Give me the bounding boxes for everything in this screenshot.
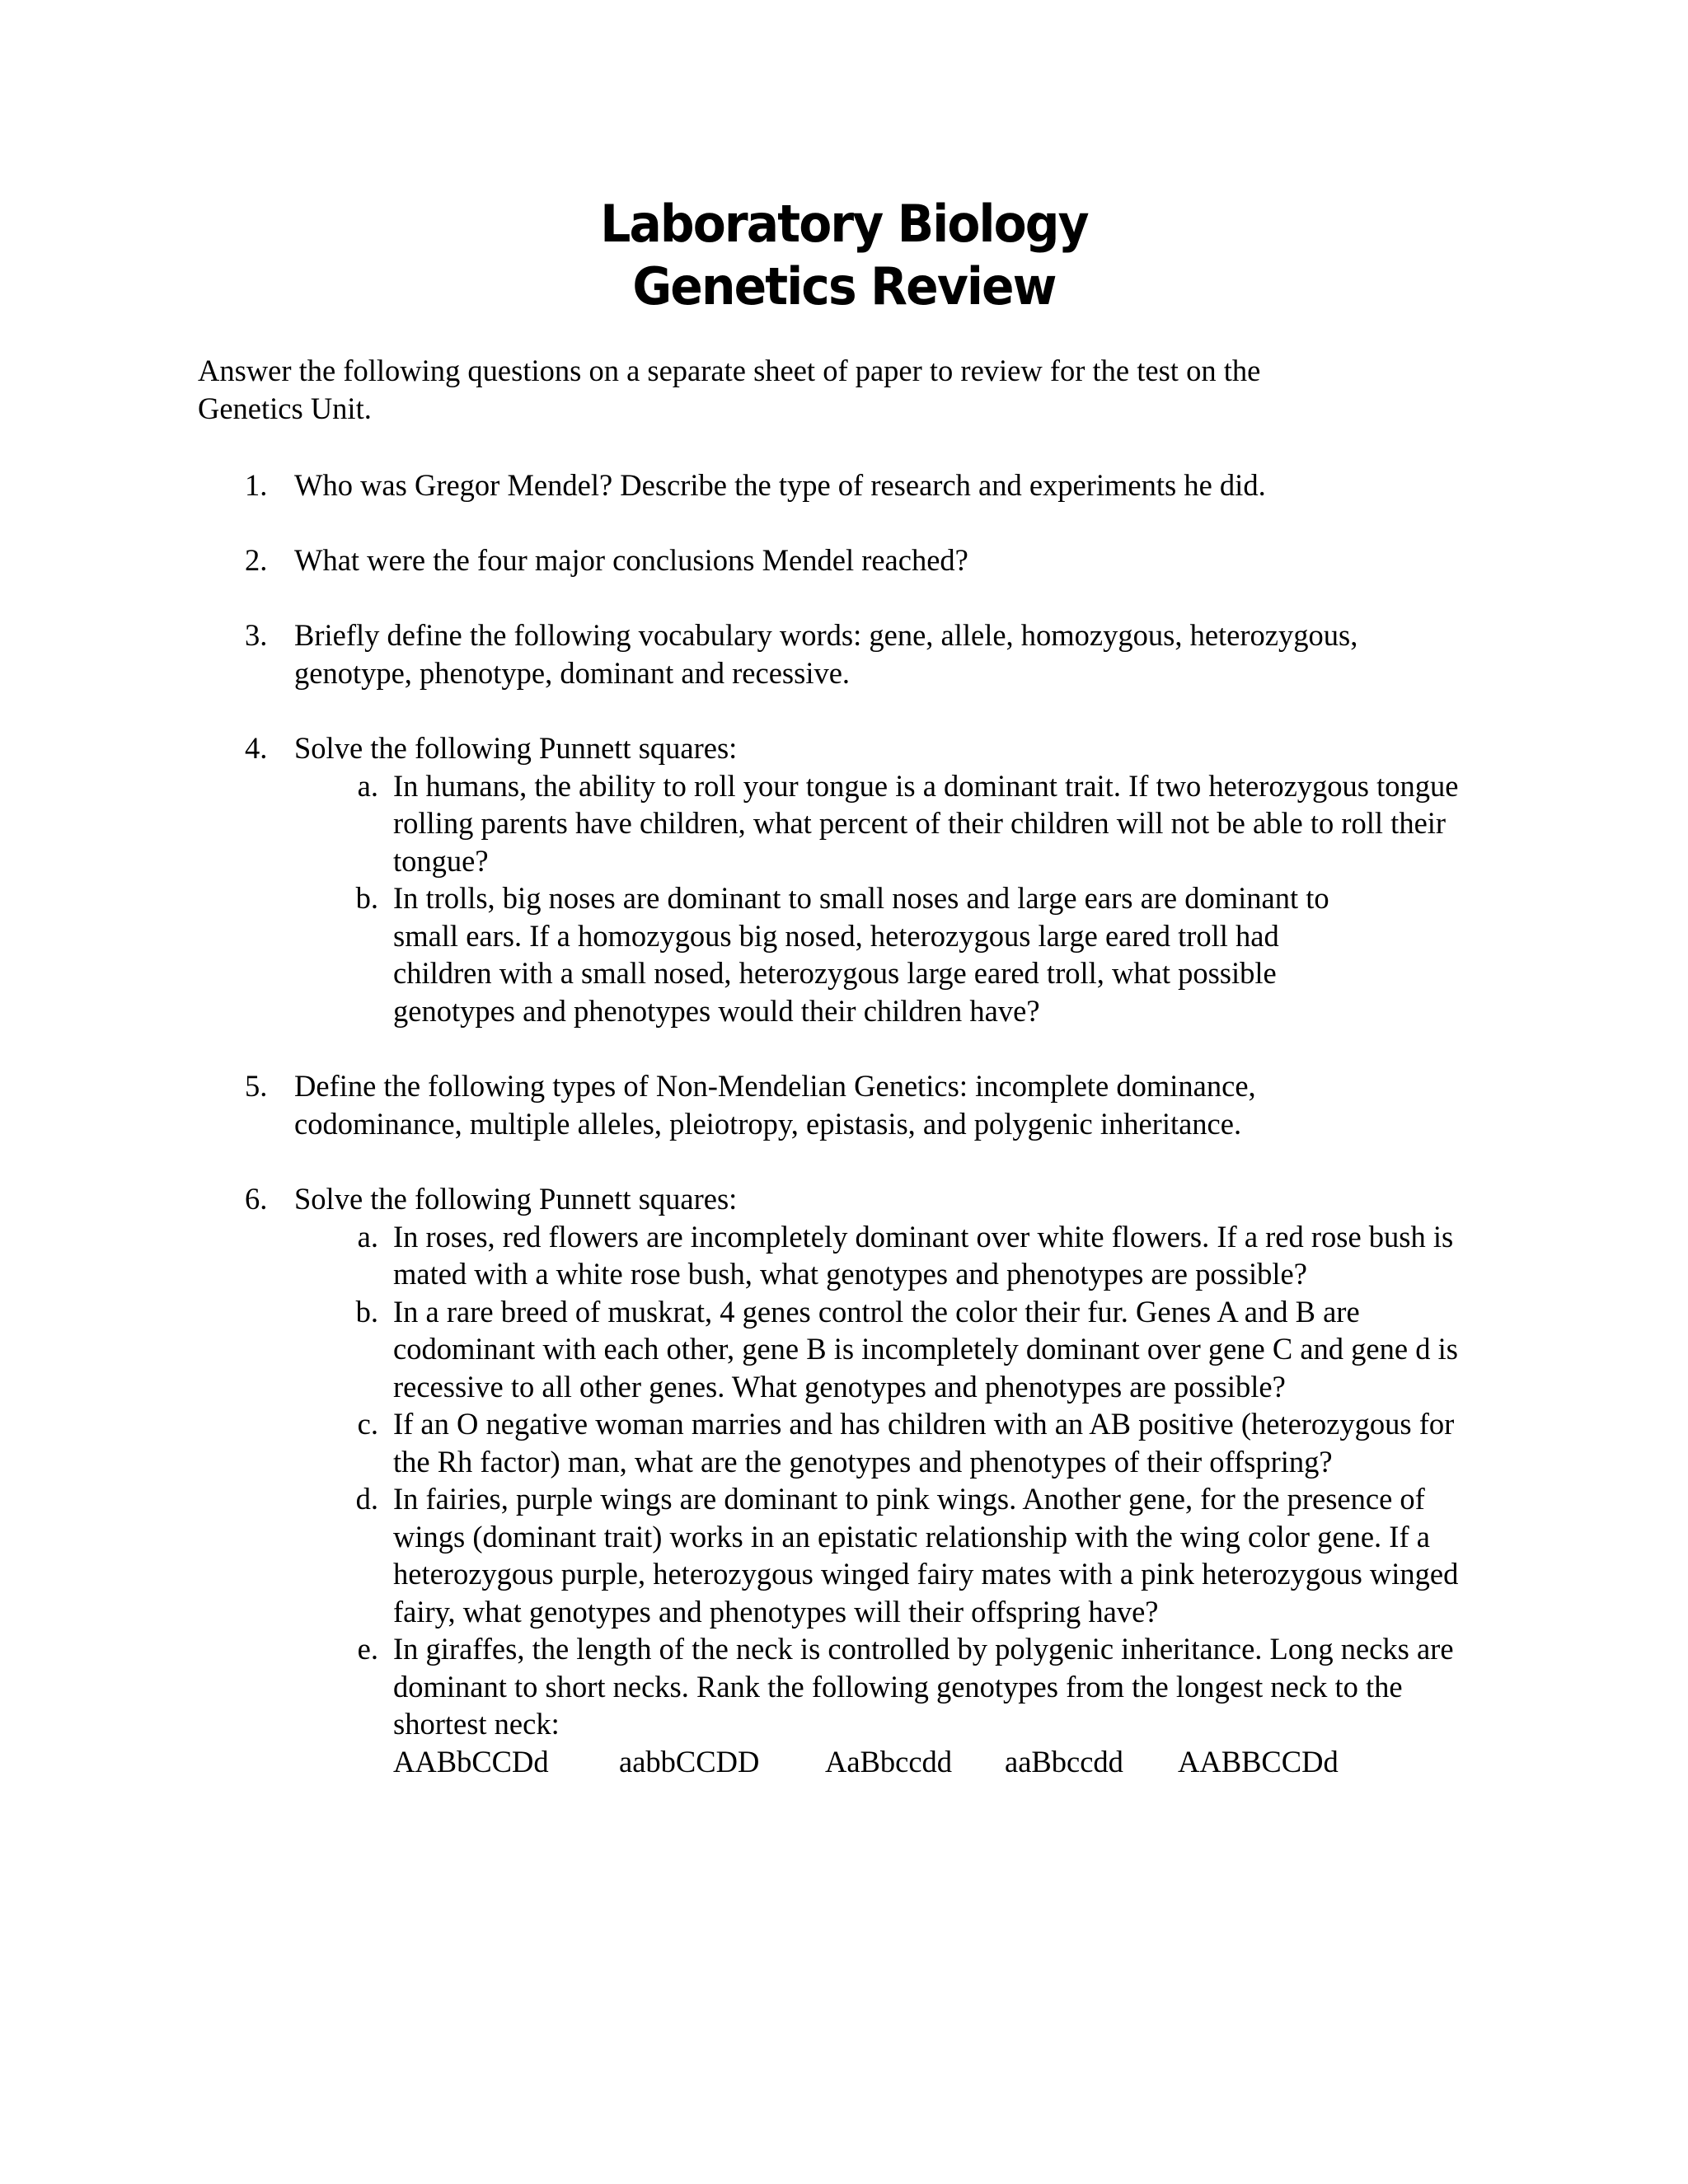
sub-question-letter: a. bbox=[357, 1219, 378, 1254]
sub-question-6d bbox=[355, 1480, 1481, 1630]
question-number: 2. bbox=[245, 543, 268, 577]
question-text: Solve the following Punnett squares: bbox=[294, 731, 738, 765]
question-text: Solve the following Punnett squares: bbox=[294, 1182, 738, 1216]
sub-question-6a bbox=[357, 1218, 1465, 1293]
title-line-2: Genetics Review bbox=[632, 256, 1056, 316]
genotype-item: aaBbccdd bbox=[1005, 1744, 1123, 1779]
intro-paragraph: Answer the following questions on a separate sheet of paper to review for the test on the Genetics Unit. bbox=[198, 354, 1261, 425]
question-number: 6. bbox=[245, 1182, 268, 1216]
sub-question-letter: b. bbox=[355, 881, 378, 915]
sub-question-4a bbox=[357, 767, 1465, 880]
sub-question-letter: d. bbox=[355, 1482, 378, 1516]
sub-question-text: In fairies, purple wings are dominant to pink wings. Another gene, for the presence of wings (dominant trait) works in an epistatic relationship with the wing color gene. If a heterozygous purple, heterozygous winged fairy mates with a pink heterozygous winged fairy, what genotypes and phenotypes will their offspring have? bbox=[393, 1482, 1459, 1629]
sub-question-4b bbox=[355, 879, 1382, 1029]
question-number: 1. bbox=[245, 468, 268, 502]
sub-question-list bbox=[355, 767, 1481, 1030]
sub-question-letter: e. bbox=[357, 1632, 378, 1666]
sub-question-letter: a. bbox=[357, 768, 378, 803]
sub-question-text: In giraffes, the length of the neck is controlled by polygenic inheritance. Long necks are dominant to short necks. Rank the following genotypes from the longest neck to the shortest neck: bbox=[393, 1632, 1454, 1741]
question-text: What were the four major conclusions Mendel reached? bbox=[294, 543, 968, 577]
sub-question-6e bbox=[357, 1630, 1465, 1780]
genotype-item: AABbCCDd bbox=[393, 1744, 549, 1779]
sub-question-6c bbox=[357, 1405, 1465, 1480]
sub-question-6b bbox=[355, 1293, 1465, 1406]
sub-question-text: In humans, the ability to roll your tongue is a dominant trait. If two heterozygous tongue rolling parents have children, what percent of their children will not be able to roll their tongue? bbox=[393, 768, 1459, 878]
sub-question-text: In trolls, big noses are dominant to small noses and large ears are dominant to small ears. If a homozygous big nosed, heterozygous large eared troll had children with a small nosed, heterozygous large eared troll, what possible genotypes and phenotypes would their children have? bbox=[393, 881, 1329, 1028]
question-text: Define the following types of Non-Mendelian Genetics: incomplete dominance, codominance, multiple alleles, pleiotropy, epistasis, and polygenic inheritance. bbox=[294, 1069, 1256, 1141]
sub-question-letter: c. bbox=[357, 1407, 378, 1441]
title-line-1: Laboratory Biology bbox=[600, 194, 1088, 254]
sub-question-text: In a rare breed of muskrat, 4 genes control the color their fur. Genes A and B are codominant with each other, gene B is incompletely dominant over gene C and gene d is recessive to all other genes. What genotypes and phenotypes are possible? bbox=[393, 1294, 1458, 1404]
sub-question-letter: b. bbox=[355, 1294, 378, 1329]
sub-question-text: In roses, red flowers are incompletely dominant over white flowers. If a red rose bush is mated with a white rose bush, what genotypes and phenotypes are possible? bbox=[393, 1219, 1454, 1291]
question-number: 5. bbox=[245, 1069, 268, 1103]
genotype-list bbox=[393, 1743, 1465, 1781]
genotype-item: AaBbccdd bbox=[825, 1744, 953, 1779]
sub-question-list bbox=[355, 1218, 1481, 1781]
sub-question-text: If an O negative woman marries and has children with an AB positive (heterozygous for the Rh factor) man, what are the genotypes and phenotypes of their offspring? bbox=[393, 1407, 1455, 1479]
question-number: 4. bbox=[245, 731, 268, 765]
question-number: 3. bbox=[245, 618, 268, 652]
genotype-item: aabbCCDD bbox=[619, 1744, 760, 1779]
genotype-item: AABBCCDd bbox=[1178, 1744, 1339, 1779]
question-text: Who was Gregor Mendel? Describe the type of research and experiments he did. bbox=[294, 468, 1266, 502]
question-text: Briefly define the following vocabulary words: gene, allele, homozygous, heterozygous, genotype, phenotype, dominant and recessive. bbox=[294, 618, 1358, 690]
